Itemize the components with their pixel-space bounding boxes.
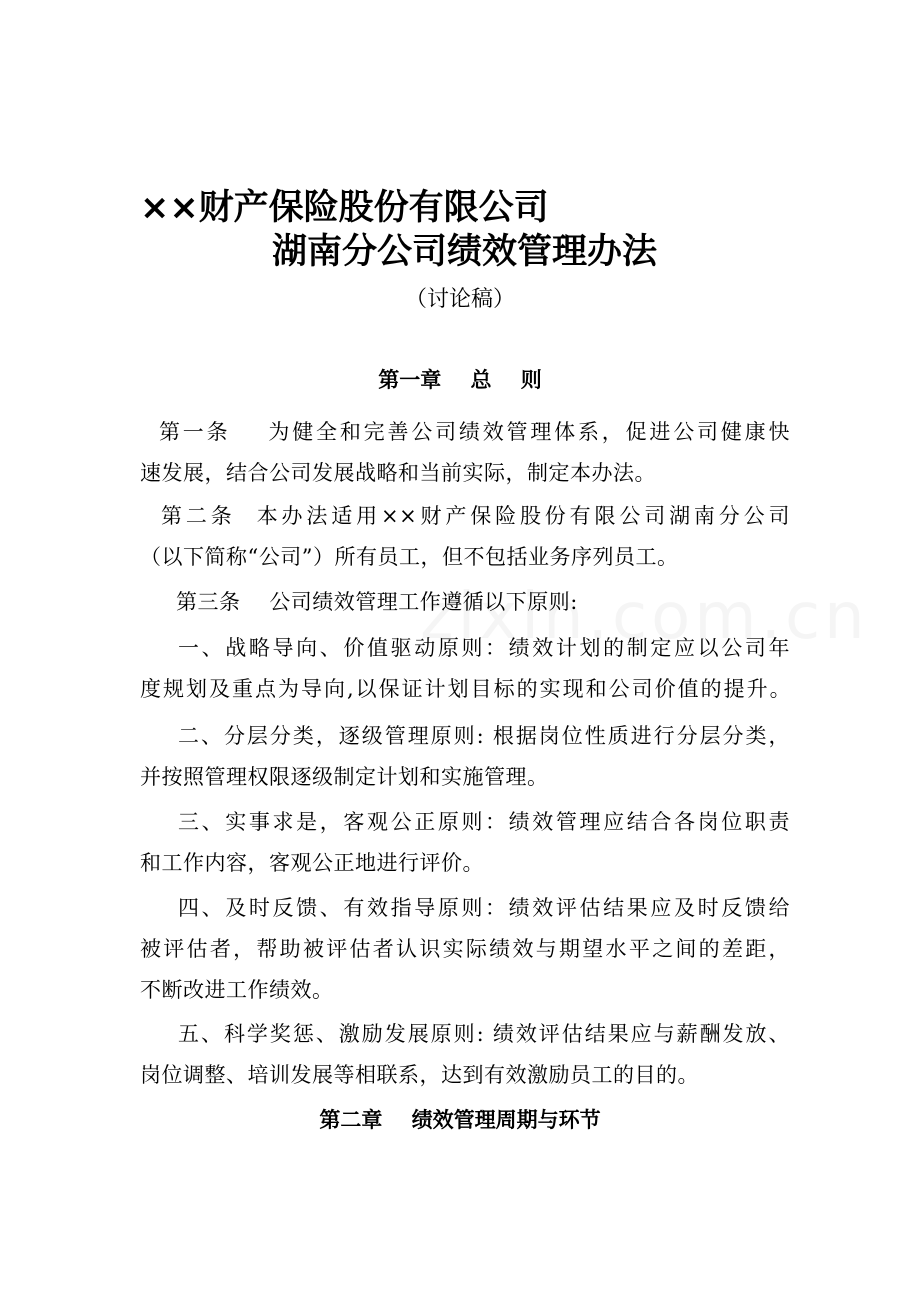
- article-2-line-1: 第二条 本办法适用××财产保险股份有限公司湖南分公司: [140, 504, 790, 528]
- chapter2-heading: 第二章 绩效管理周期与环节: [319, 1108, 601, 1132]
- principle-5: [140, 1014, 790, 1096]
- article-2: [140, 496, 790, 578]
- principle-3-line-2: 和工作内容，客观公正地进行评价。: [140, 851, 484, 875]
- principle-2: [140, 716, 790, 798]
- principle-5-line-2: 岗位调整、培训发展等相联系，达到有效激励员工的目的。: [140, 1063, 699, 1087]
- principle-5-line-1: 五、科学奖惩、激励发展原则: 绩效评估结果应与薪酬发放、: [178, 1022, 790, 1046]
- article-1-line-1: 第一条 为健全和完善公司绩效管理体系，促进公司健康快: [140, 420, 790, 444]
- principle-2-line-1: 二、分层分类，逐级管理原则: 根据岗位性质进行分层分类，: [178, 724, 790, 748]
- article-2-line-2: （以下简称“公司”）所有员工，但不包括业务序列员工。: [140, 545, 679, 569]
- document-subtitle: （讨论稿）: [404, 287, 515, 312]
- principle-3: [140, 802, 790, 884]
- article-3-line-1: 第三条 公司绩效管理工作遵循以下原则:: [176, 590, 578, 614]
- principle-3-line-1: 三、实事求是，客观公正原则：绩效管理应结合各岗位职责: [178, 810, 790, 834]
- principle-1-line-2: 度规划及重点为导向,以保证计划目标的实现和公司价值的提升。: [140, 677, 790, 701]
- principle-4-line-2: 被评估者，帮助被评估者认识实际绩效与期望水平之间的差距，: [140, 937, 790, 961]
- watermark: [420, 580, 869, 654]
- article-1: [140, 412, 790, 494]
- chapter1-heading: 第一章 总 则: [378, 368, 542, 392]
- principle-4: [140, 888, 790, 1011]
- principle-2-line-2: 并按照管理权限逐级制定计划和实施管理。: [140, 765, 549, 789]
- document-title-line2: 湖南分公司绩效管理办法: [272, 232, 658, 272]
- document-title-line1: ××财产保险股份有限公司: [140, 188, 549, 228]
- principle-4-line-3: 不断改进工作绩效。: [140, 978, 334, 1002]
- principle-4-line-1: 四、及时反馈、有效指导原则：绩效评估结果应及时反馈给: [178, 896, 790, 920]
- article-1-line-2: 速发展，结合公司发展战略和当前实际，制定本办法。: [140, 461, 656, 485]
- principle-1-line-1: 一、战略导向、价值驱动原则：绩效计划的制定应以公司年: [178, 636, 790, 660]
